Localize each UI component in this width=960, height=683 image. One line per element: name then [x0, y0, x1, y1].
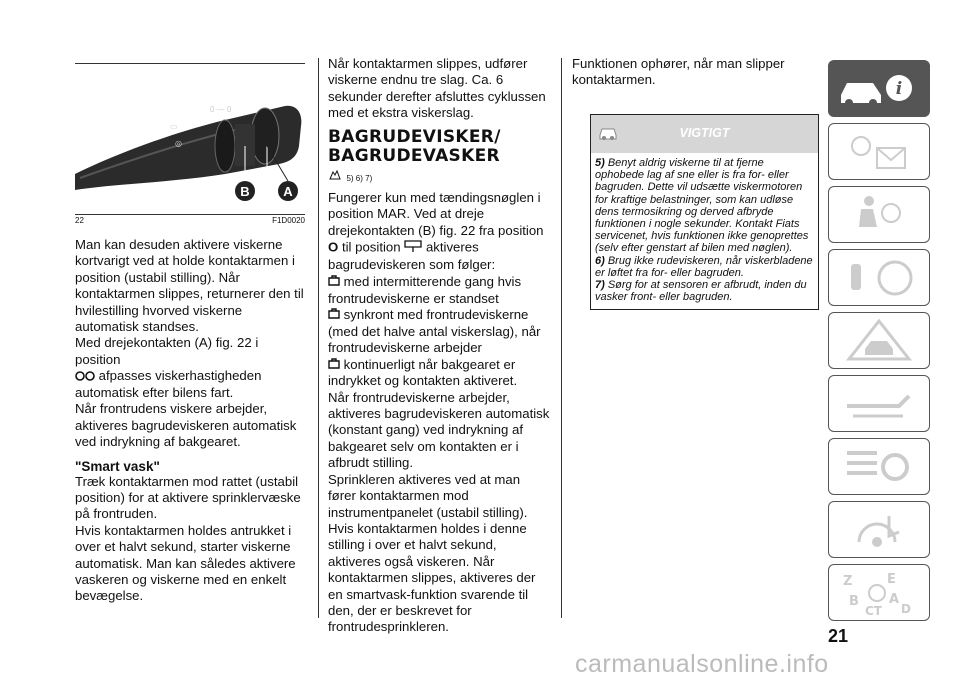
car-info-icon [829, 61, 929, 116]
warning-title: VIGTIGT [679, 126, 730, 140]
multimedia-icon [829, 502, 929, 557]
col1-paragraph-2: Med drejekontakten (A) fig. 22 i position afpasses viskerhastigheden automatisk efter bilens fart. [75, 335, 262, 400]
column-divider-1 [318, 58, 319, 618]
column-3 [572, 56, 820, 89]
warning-body [591, 153, 818, 309]
bullet-icon [328, 307, 340, 323]
col3-paragraph-1: Funktionen ophører, når man slipper kontaktarmen. [572, 56, 785, 88]
tab-key-steering[interactable] [828, 249, 930, 306]
note-refs: 5) 6) 7) [328, 168, 550, 186]
col1-paragraph-5: Hvis kontaktarmen holdes antrukket i over et halvt sekund, starter viskerne automatisk. Man kan således aktivere vaskeren og viskerne med en enkelt bevægelse. [75, 522, 296, 604]
warning-lights-icon [829, 124, 929, 179]
warning-note-7: 7) Sørg for at sensoren er afbrudt, inden du vasker front- eller bagruden. [595, 279, 807, 304]
figure-label-b: B [240, 184, 250, 199]
rear-wiper-heading: BAGRUDEVISKER/ BAGRUDEVASKER [328, 126, 501, 166]
smart-wash-heading: "Smart vask" [75, 458, 160, 474]
svg-text:A: A [889, 592, 900, 607]
col1-paragraph-4: Træk kontaktarmen mod rattet (ustabil position) for at aktivere sprinklervæske på frontruden. [75, 473, 301, 522]
col1-paragraph-3: Når frontrudens viskere arbejder, aktiveres bagrudeviskeren automatisk ved indrykning af bakgearet. [75, 401, 297, 450]
top-rule [75, 63, 305, 64]
col2-bullet-2: synkront med frontrudeviskerne (med det halve antal viskerslag), når frontrudeviskerne arbejder [328, 307, 541, 356]
tab-index[interactable] [828, 564, 930, 621]
bullet-icon [328, 274, 340, 290]
svg-text:B: B [849, 594, 859, 609]
rear-wiper-icon [404, 239, 422, 257]
svg-text:i: i [895, 79, 903, 99]
warning-header [591, 115, 818, 153]
index-letters-icon [829, 565, 929, 620]
figure-caption [75, 216, 305, 225]
svg-text:Z: Z [843, 574, 853, 589]
tab-warning-lights[interactable] [828, 123, 930, 180]
svg-text:◎: ◎ [175, 139, 182, 148]
svg-text:CT: CT [865, 604, 882, 618]
wiper-stalk-figure [75, 66, 307, 214]
service-wrench-icon [829, 376, 929, 431]
hand-pointer-icon [328, 168, 342, 186]
tab-specs[interactable] [828, 438, 930, 495]
tab-breakdown[interactable] [828, 312, 930, 369]
airbag-seat-icon [829, 187, 929, 242]
specs-gear-icon [829, 439, 929, 494]
figure-rule [75, 214, 305, 215]
col1-paragraph-1: Man kan desuden aktivere viskerne kortvarigt ved at holde kontaktarmen i position (ustabil stilling). Når kontaktarmen slippes, returnerer den til hvilestilling hvorved viskerne automatisk standses. [75, 237, 304, 335]
warning-box [590, 114, 819, 310]
page-number: 21 [828, 626, 849, 646]
svg-text:▭: ▭ [170, 122, 178, 131]
warning-note-5: 5) Benyt aldrig viskerne til at fjerne ophobede lag af sne eller is fra for- eller bagruden. Dette vil udsætte viskermotoren for kraftige belastninger, som kan udløse dens termosikring og derved afbryde funktionen i nogle sekunder. Kontakt Fiats servicenet, hvis funktionen ikke genoprettes (selv efter genstart af bilen med nøglen). [595, 157, 809, 255]
svg-text:D: D [901, 602, 911, 616]
svg-text:E: E [887, 572, 896, 587]
svg-text:0 — 0: 0 — 0 [210, 105, 232, 114]
col2-paragraph-2: Fungerer kun med tændingsnøglen i position MAR. Ved at dreje drejekontakten (B) fig. 22 fra position O til position aktiveres bagrudeviskeren som følger: [328, 189, 544, 273]
col2-bullet-3: kontinuerligt når bakgearet er indrykket og kontakten aktiveret. [328, 356, 518, 389]
tab-airbag-seat[interactable] [828, 186, 930, 243]
watermark: carmanualsonline.info [575, 650, 829, 678]
figure-code: F1D0020 [272, 216, 305, 225]
car-breakdown-icon [829, 313, 929, 368]
figure-number: 22 [75, 216, 84, 225]
col2-paragraph-4: Sprinkleren aktiveres ved at man fører kontaktarmen mod instrumentpanelet (ustabil stilling). Hvis kontaktarmen holdes i denne stilling i over et halvt sekund, aktiveres også viskeren. Når kontaktarmen slippes, aktiveres der en smartvask-funktion svarende til den, der er beskrevet for frontrudesprinkleren. [328, 471, 536, 635]
col2-bullet-1: med intermitterende gang hvis frontrudeviskerne er standset [328, 273, 522, 306]
col2-paragraph-1: Når kontaktarmen slippes, udfører viskerne endnu tre slag. Ca. 6 sekunder derefter afsluttes cyklussen med et ekstra viskerslag. [328, 56, 546, 121]
col2-paragraph-3: Når frontrudeviskerne arbejder, aktiveres bagrudeviskeren automatisk (konstant gang) ved indrykning af bakgearet selv om kontakten er i afbrudt stilling. [328, 389, 550, 471]
tab-service[interactable] [828, 375, 930, 432]
column-1 [75, 237, 307, 605]
tab-car-info[interactable] [828, 60, 930, 117]
warning-note-6: 6) Brug ikke rudeviskeren, når viskerbladene er løftet fra for- eller bagruden. [595, 254, 813, 279]
tab-multimedia[interactable] [828, 501, 930, 558]
auto-sensor-icon [75, 369, 95, 385]
key-steering-icon [829, 250, 929, 305]
bullet-icon [328, 357, 340, 373]
figure-label-a: A [283, 184, 293, 199]
column-2 [328, 56, 550, 636]
column-divider-2 [561, 58, 562, 618]
